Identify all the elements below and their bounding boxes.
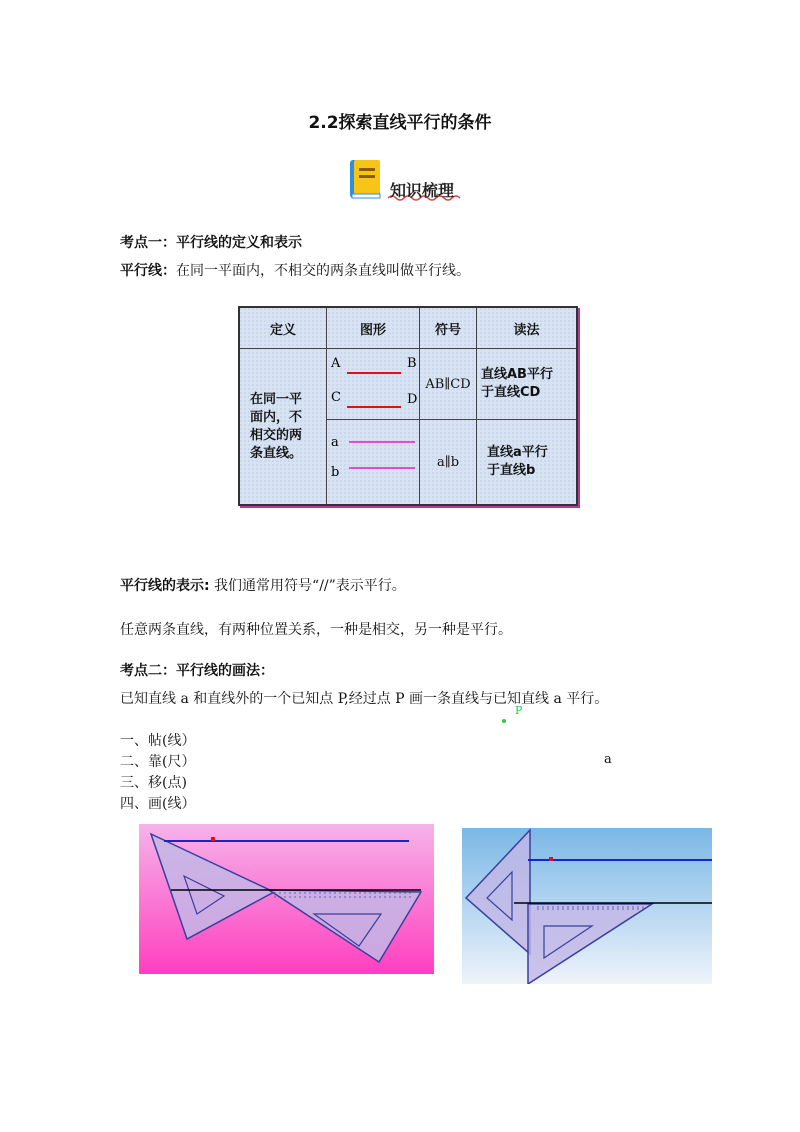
banner-title: 知识梳理	[390, 181, 455, 200]
section2-intro: 已知直线 a 和直线外的一个已知点 P,经过点 P 画一条直线与已知直线 a 平行。	[120, 691, 609, 707]
step-3: 三、移(点)	[120, 775, 187, 791]
header-figure: 图形	[327, 307, 420, 349]
definition-cell: 在同一平 面内，不 相交的两 条直线。	[239, 349, 327, 506]
point-p-dot	[502, 719, 506, 723]
definition-label: 平行线：	[120, 263, 176, 279]
reading-a-b: 直线a平行 于直线b	[477, 420, 578, 506]
figure-a-b	[327, 420, 420, 506]
point-p-label: P	[515, 704, 523, 717]
reading-ab-cd: 直线AB平行 于直线CD	[477, 349, 578, 420]
figure-ab-cd	[327, 349, 420, 420]
label-A: A	[331, 356, 341, 371]
label-a: a	[331, 435, 339, 450]
drawing-illustration-pink	[139, 824, 434, 974]
point-p-marker	[211, 837, 215, 841]
definition-text: 在同一平面内，不相交的两条直线叫做平行线。	[176, 263, 470, 279]
label-B: B	[407, 356, 417, 371]
header-definition: 定义	[239, 307, 327, 349]
notation-line	[120, 575, 406, 595]
point-p-marker	[549, 857, 553, 861]
symbol-ab-cd: AB∥CD	[420, 349, 477, 420]
label-b: b	[331, 465, 340, 480]
label-D: D	[407, 392, 418, 407]
definition-table	[238, 306, 578, 506]
header-reading: 读法	[477, 307, 578, 349]
line-a-label: a	[604, 752, 612, 767]
notation-label: 平行线的表示:	[120, 578, 210, 594]
label-C: C	[331, 390, 341, 405]
book-icon	[350, 160, 380, 198]
section2-heading: 考点二：平行线的画法：	[120, 663, 274, 679]
page-title: 2.2探索直线平行的条件	[308, 113, 492, 133]
relation-text: 任意两条直线，有两种位置关系，一种是相交，另一种是平行。	[120, 622, 512, 638]
header-symbol: 符号	[420, 307, 477, 349]
section1-heading: 考点一：平行线的定义和表示	[120, 235, 302, 251]
step-2: 二、靠(尺）	[120, 754, 196, 770]
notation-text: 我们通常用符号“//”表示平行。	[209, 578, 406, 594]
symbol-a-b: a∥b	[420, 420, 477, 506]
step-4: 四、画(线）	[120, 796, 196, 812]
drawing-illustration-blue	[462, 828, 712, 984]
definition-line	[120, 260, 470, 280]
step-1: 一、帖(线）	[120, 733, 196, 749]
